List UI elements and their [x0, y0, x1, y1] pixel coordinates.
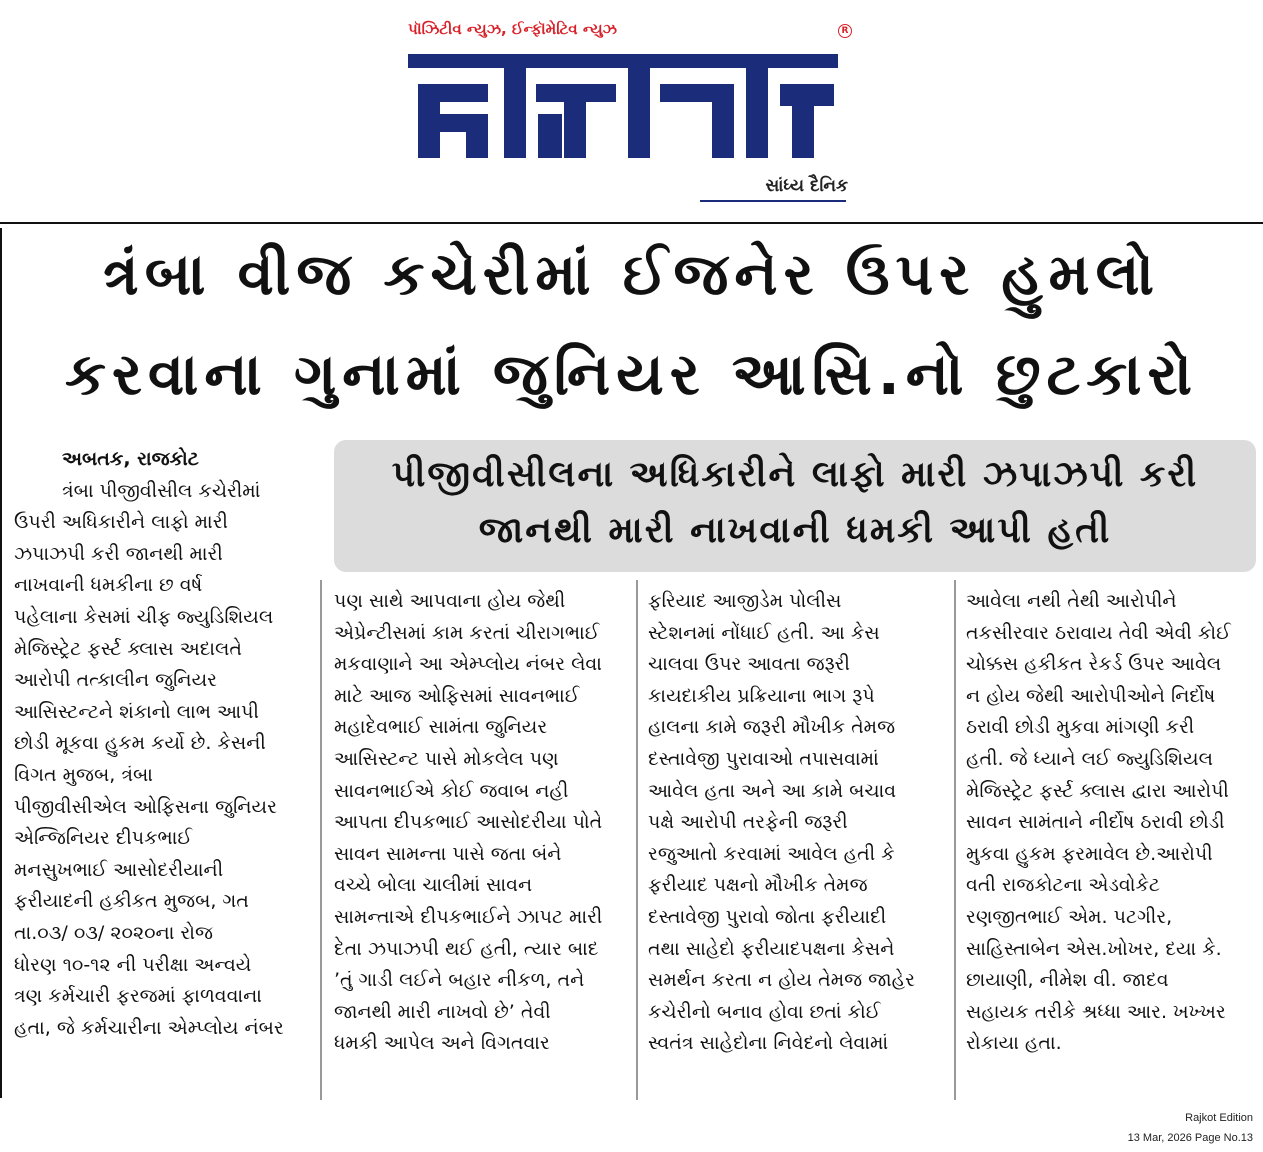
column-line: એન્જિનિયર દીપકભાઈ: [14, 827, 193, 850]
subhead-line-2: જાનથી મારી નાખવાની ધમકી આપી હતી: [478, 510, 1112, 551]
column-line: આવેલ હતા અને આ કામે બચાવ: [648, 779, 897, 802]
column-line: સાવન સામન્તા પાસે જતા બંને: [334, 842, 562, 865]
edition-label: Rajkot Edition: [1185, 1112, 1253, 1124]
column-line: પક્ષે આરોપી તરફેની જરૂરી: [648, 811, 848, 834]
column-line: ત્રણ કર્મચારી ફરજમાં ફાળવવાના: [14, 985, 262, 1008]
column-line: પહેલાના કેસમાં ચીફ જ્યુડિશિયલ: [14, 605, 274, 628]
column-line: માટે આજ ઓફિસમાં સાવનભાઈ: [334, 684, 580, 707]
column-line: છોડી મૂકવા હુકમ કર્યો છે. કેસની: [14, 732, 266, 755]
column-line: મનસુખભાઈ આસોદરીયાની: [14, 858, 224, 881]
column-line: આવેલા નથી તેથી આરોપીને: [966, 590, 1177, 612]
masthead-subtitle: સાંધ્ય દૈનિક: [765, 176, 848, 196]
column-line: ઝપાઝપી કરી જાનથી મારી: [14, 542, 223, 565]
column-line: એપ્રેન્ટીસમાં કામ કરતાં ચીરાગભાઈ: [334, 621, 600, 644]
column-line: મકવાણાને આ એમ્પ્લોય નંબર લેવા: [334, 653, 602, 676]
date-page-label: 13 Mar, 2026 Page No.13: [1127, 1132, 1253, 1144]
article-column-3: [648, 586, 940, 1060]
column-line: ચોક્કસ હકીકત રેકર્ડ ઉપર આવેલ: [966, 653, 1222, 676]
column-line: રણજીતભાઈ એમ. પટગીર,: [966, 905, 1173, 928]
article-column-1: [14, 444, 310, 1044]
column-line: તકસીરવાર ઠરાવાય તેવી એવી કોઈ: [966, 621, 1231, 644]
column-line: ત્રંબા પીજીવીસીલ કચેરીમાં: [62, 479, 261, 502]
column-line: ’તું ગાડી લઈને બહાર નીકળ, તને: [334, 969, 585, 992]
masthead-underline: [700, 200, 846, 202]
column-line: મેજિસ્ટ્રેટ ફર્સ્ટ ક્લાસ દ્વારા આરોપી: [966, 779, 1229, 802]
headline-line-1: ત્રંબા વીજ કચેરીમાં ઈજનેર ઉપર હુમલો: [103, 240, 1160, 308]
column-line: વતી રાજકોટના એડવોકેટ: [966, 874, 1160, 897]
column-line: દસ્તાવેજી પુરાવાઓ તપાસવામાં: [648, 747, 879, 770]
column-line: આરોપી તત્કાલીન જુનિયર: [14, 669, 217, 692]
column-line: વચ્ચે બોલા ચાલીમાં સાવન: [334, 874, 533, 897]
column-line: ઠરાવી છોડી મુકવા માંગણી કરી: [966, 716, 1195, 739]
column-line: ધોરણ ૧૦-૧૨ ની પરીક્ષા અન્વયે: [14, 953, 252, 976]
column-line: ઉપરી અધિકારીને લાફો મારી: [14, 511, 228, 534]
column-line: નાખવાની ધમકીના છ વર્ષ: [14, 574, 203, 597]
column-line: જાનથી મારી નાખવો છે’ તેવી: [334, 1000, 551, 1023]
column-divider: [954, 580, 956, 1100]
column-line: ન હોય જેથી આરોપીઓને નિર્દોષ: [966, 684, 1216, 707]
column-line: કાયદાકીય પ્રક્રિયાના ભાગ રૂપે: [648, 684, 875, 707]
column-line: વિગત મુજબ, ત્રંબા: [14, 763, 153, 786]
column-line: ધમકી આપેલ અને વિગતવાર: [334, 1032, 550, 1055]
column-line: મેજિસ્ટ્રેટ ફર્સ્ટ ક્લાસ અદાલતે: [14, 637, 243, 660]
column-line: સાવન સામંતાને નીર્દોષ ઠરાવી છોડી: [966, 811, 1225, 834]
column-line: મહાદેવભાઈ સામંતા જુનિયર: [334, 716, 548, 739]
column-line: દસ્તાવેજી પુરાવો જોતા ફરીયાદી: [648, 905, 887, 928]
column-line: કચેરીનો બનાવ હોવા છતાં કોઈ: [648, 1000, 881, 1023]
registered-mark-icon: R: [838, 24, 852, 38]
column-line: આસિસ્ટન્ટને શંકાનો લાભ આપી: [14, 700, 259, 723]
subhead-box: [334, 440, 1256, 572]
column-divider: [320, 580, 322, 1100]
page-footer: [1128, 1108, 1253, 1148]
column-line: છાયાણી, નીમેશ વી. જાદવ: [966, 969, 1169, 992]
column-line: દેતા ઝપાઝપી થઈ હતી, ત્યાર બાદ: [334, 937, 599, 960]
column-line: આપતા દીપકભાઈ આસોદરીયા પોતે: [334, 811, 603, 834]
column-line: ફરિયાદ આજીડેમ પોલીસ: [648, 590, 842, 612]
abtak-logo: [408, 44, 838, 168]
column-line: ચાલવા ઉપર આવતા જરૂરી: [648, 653, 850, 676]
column-line: રોકાયા હતા.: [966, 1032, 1062, 1055]
column-line: ફરીયાદની હકીકત મુજબ, ગત: [14, 890, 249, 913]
column-line: સ્વતંત્ર સાહેદોના નિવેદનો લેવામાં: [648, 1032, 889, 1055]
left-border: [0, 228, 2, 1098]
headline-line-2: કરવાના ગુનામાં જુનિયર આસિ.નો છુટકારો: [65, 340, 1198, 408]
column-line: રજુઆતો કરવામાં આવેલ હતી કે: [648, 842, 895, 865]
column-line: મુકવા હુકમ ફરમાવેલ છે.આરોપી: [966, 842, 1213, 865]
column-line: સ્ટેશનમાં નોંધાઈ હતી. આ કેસ: [648, 621, 880, 644]
column-line: સહાયક તરીકે શ્રધ્ધા આર. ખખ્ખર: [966, 1000, 1226, 1023]
column-line: આસિસ્ટન્ટ પાસે મોકલેલ પણ: [334, 747, 559, 770]
column-line: તથા સાહેદો ફરીયાદપક્ષના કેસને: [648, 937, 895, 960]
column-line: હાલના કામે જરૂરી મૌખીક તેમજ: [648, 716, 896, 739]
column-line: સાવનભાઈએ કોઈ જવાબ નહી: [334, 779, 569, 802]
article-column-4: [966, 586, 1258, 1060]
column-line: તા.૦૩/ ૦૩/ ૨૦૨૦ના રોજ: [14, 921, 213, 944]
header-divider: [0, 222, 1263, 224]
masthead-tagline: પૉઝિટીવ ન્યુઝ, ઈન્ફૉમેટિવ ન્યુઝ: [408, 20, 617, 38]
column-line: હતી. જે ધ્યાને લઈ જ્યુડિશિયલ: [966, 747, 1213, 770]
dateline: અબતક, રાજકોટ: [62, 448, 199, 470]
masthead: [0, 0, 1263, 222]
column-line: હતા, જે કર્મચારીના એમ્પ્લોય નંબર: [14, 1016, 284, 1039]
column-line: સામન્તાએ દીપકભાઈને ઝાપટ મારી: [334, 905, 603, 928]
column-divider: [636, 580, 638, 1100]
subhead-line-1: પીજીવીસીલના અધિકારીને લાફો મારી ઝપાઝપી કરી: [391, 454, 1199, 495]
column-line: ફરીયાદ પક્ષનો મૌખીક તેમજ: [648, 874, 868, 897]
column-line: સાહિસ્તાબેન એસ.ખોખર, દયા કે.: [966, 937, 1222, 960]
column-line: પીજીવીસીએલ ઓફિસના જુનિયર: [14, 795, 277, 818]
column-line: સમર્થન કરતા ન હોય તેમજ જાહેર: [648, 969, 915, 992]
article-column-2: [334, 586, 624, 1060]
column-line: પણ સાથે આપવાના હોય જેથી: [334, 590, 566, 612]
